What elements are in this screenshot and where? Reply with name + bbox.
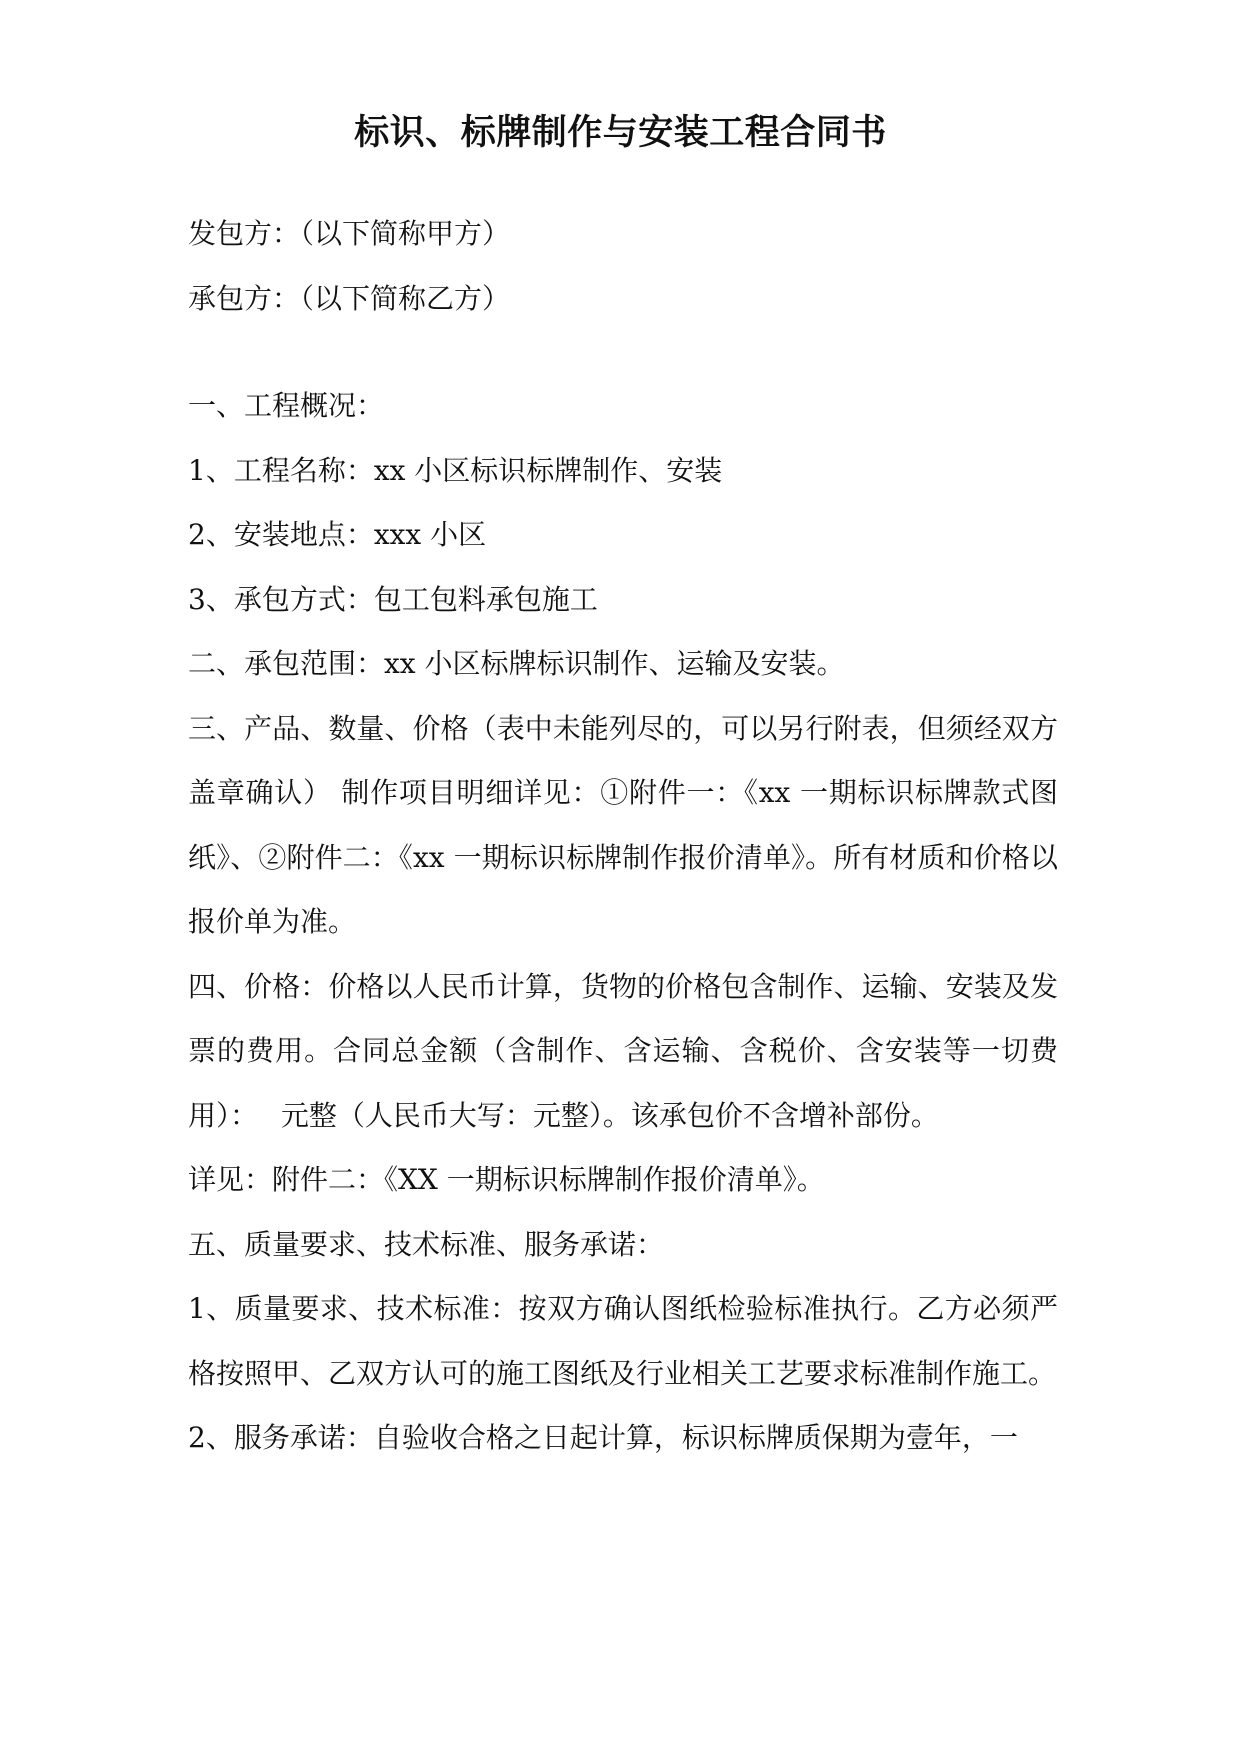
contract-scope-line: 二、承包范围：xx 小区标牌标识制作、运输及安装。: [188, 647, 845, 680]
document-title: 标识、标牌制作与安装工程合同书: [354, 112, 887, 153]
parties-block: [188, 202, 1058, 331]
receiver-party-line: 承包方：（以下简称乙方）: [188, 281, 511, 315]
product-quantity-price-paragraph: 三、产品、数量、价格（表中未能列尽的，可以另行附表，但须经双方盖章确认） 制作项目明细详见：①附件一：《xx 一期标识标牌款式图纸》、②附件二：《xx 一期标识标牌制作报价清单》。所有材质和价格以报价单为准。: [188, 711, 1058, 938]
price-detail-reference-line: 详见：附件二：《XX 一期标识标牌制作报价清单》。: [188, 1163, 825, 1196]
issuer-party-line: 发包方：（以下简称甲方）: [188, 217, 511, 250]
contract-body: [188, 374, 1058, 1471]
project-name-line: 1、工程名称：xx 小区标识标牌制作、安装: [188, 453, 723, 487]
section-heading-project-overview: 一、工程概况：: [188, 389, 385, 422]
service-commitment-line: 2、服务承诺：自验收合格之日起计算，标识标牌质保期为壹年，一: [188, 1421, 1018, 1454]
contract-method-line: 3、承包方式：包工包料承包施工: [188, 582, 598, 616]
price-paragraph: 四、价格：价格以人民币计算，货物的价格包含制作、运输、安装及发票的费用。合同总金额（含制作、含运输、含税价、含安装等一切费用）： 元整（人民币大写：元整）。该承包价不含增补部份。: [188, 969, 1058, 1132]
quality-standard-paragraph: 1、质量要求、技术标准：按双方确认图纸检验标准执行。乙方必须严格按照甲、乙双方认可的施工图纸及行业相关工艺要求标准制作施工。: [188, 1292, 1058, 1390]
section-heading-quality: 五、质量要求、技术标准、服务承诺：: [188, 1227, 665, 1261]
install-location-line: 2、安装地点：xxx 小区: [188, 518, 487, 551]
